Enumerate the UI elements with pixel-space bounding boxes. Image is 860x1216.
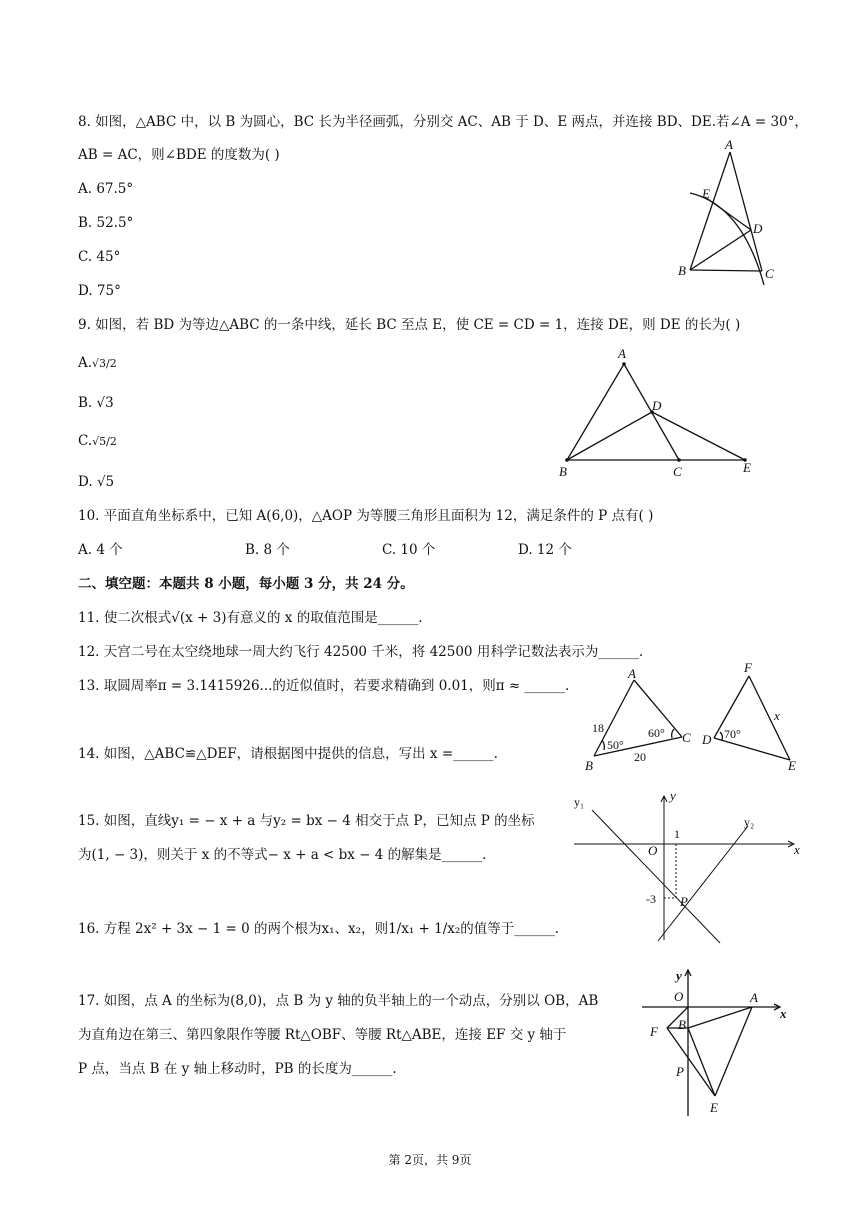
q14-side-x: x [774, 708, 780, 723]
q17-label-x: x [780, 1006, 787, 1021]
q9-label-b: B [559, 464, 567, 479]
q8-label-d: D [753, 221, 763, 236]
q8-line2: AB = AC，则∠BDE 的度数为( ) [78, 147, 280, 163]
q8-option-c: C. 45° [78, 249, 121, 265]
q9-option-c [78, 432, 117, 451]
q17-label-e: E [710, 1100, 718, 1115]
q12-text: 12. 天宫二号在太空绕地球一周大约飞行 42500 千米，将 42500 用科学记数法表示为______. [78, 644, 644, 660]
q15-label-neg3: -3 [646, 892, 656, 906]
q9-label-c: C [673, 464, 682, 479]
section-2-heading: 二、填空题：本题共 8 小题，每小题 3 分，共 24 分。 [78, 576, 414, 592]
q17-graph-figure [640, 966, 792, 1120]
q17-label-b: B [678, 1017, 686, 1032]
q17-line1: 17. 如图，点 A 的坐标为(8,0)，点 B 为 y 轴的负半轴上的一个动点，分别以 OB，AB [78, 993, 599, 1009]
q17-line2: 为直角边在第三、第四象限作等腰 Rt△OBF、等腰 Rt△ABE，连接 EF 交 y 轴于 [78, 1027, 567, 1043]
q14-text: 14. 如图，△ABC≌△DEF，请根据图中提供的信息，写出 x =______. [78, 746, 498, 762]
q14-angle-b: 50° [607, 738, 624, 752]
q10-option-b: B. 8 个 [245, 542, 290, 558]
q17-line3: P 点，当点 B 在 y 轴上移动时，PB 的长度为______. [78, 1061, 397, 1077]
q15-line1: 15. 如图，直线y₁ = − x + a 与y₂ = bx − 4 相交于点 P，已知点 P 的坐标 [78, 813, 535, 829]
q8-label-b: B [678, 263, 686, 278]
q15-label-p: P [680, 894, 688, 909]
q8-triangle-figure [672, 135, 784, 290]
q8-label-a: A [725, 137, 733, 152]
q17-label-a: A [750, 990, 758, 1005]
q9-option-a-label: A. [78, 355, 93, 371]
q9-triangle-figure [555, 342, 760, 482]
q14-side-ab: 18 [592, 721, 604, 735]
q9-option-d-label: D. [78, 474, 93, 490]
q15-label-o: O [648, 843, 658, 858]
q10-option-a: A. 4 个 [78, 542, 123, 558]
q9-option-a-value: √3/2 [92, 357, 117, 370]
q14-triangles-figure [582, 660, 812, 778]
q10-option-d: D. 12 个 [518, 542, 572, 558]
q8-label-c: C [765, 266, 774, 281]
q14-label-a: A [628, 666, 636, 681]
q15-label-y1: y₁ [574, 795, 585, 809]
q9-option-d [78, 473, 114, 491]
q13-text: 13. 取圆周率π = 3.1415926...的近似值时，若要求精确到 0.01，则π ≈ ______. [78, 678, 570, 694]
q15-line2: 为(1, − 3)，则关于 x 的不等式− x + a < bx − 4 的解集是______. [78, 847, 487, 863]
q17-label-p: P [676, 1064, 684, 1079]
q9-label-a: A [618, 346, 626, 361]
q14-label-c: C [682, 730, 691, 745]
q8-line1: 8. 如图，△ABC 中，以 B 为圆心，BC 长为半径画弧，分别交 AC、AB 于 D、E 两点，并连接 BD、DE.若∠A = 30°， [78, 114, 808, 130]
q14-label-d: D [702, 732, 712, 747]
q14-label-e: E [788, 758, 796, 773]
q8-option-b: B. 52.5° [78, 215, 134, 231]
q14-label-b: B [585, 758, 593, 773]
q8-option-a: A. 67.5° [78, 181, 134, 197]
q15-label-y: y [670, 788, 676, 803]
q9-option-c-label: C. [78, 433, 93, 449]
q9-option-b-label: B. [78, 395, 93, 411]
q15-label-1: 1 [674, 827, 680, 841]
q9-option-b-value: √3 [96, 395, 114, 411]
q9-label-e: E [743, 460, 751, 475]
q11-text: 11. 使二次根式√(x + 3)有意义的 x 的取值范围是______. [78, 610, 423, 626]
q9-option-d-value: √5 [96, 474, 115, 490]
q14-side-bc: 20 [634, 750, 646, 764]
q15-graph-figure [570, 788, 802, 948]
q9-option-a [78, 354, 117, 373]
q17-label-f: F [650, 1024, 658, 1039]
q15-label-x: x [794, 842, 800, 857]
q10-line1: 10. 平面直角坐标系中，已知 A(6,0)，△AOP 为等腰三角形且面积为 12，满足条件的 P 点有( ) [78, 508, 654, 524]
q10-option-c: C. 10 个 [382, 542, 436, 558]
q9-label-d: D [652, 398, 662, 413]
q9-option-c-value: √5/2 [92, 435, 117, 448]
q14-angle-d: 70° [724, 727, 741, 741]
q17-label-o: O [674, 989, 684, 1004]
q9-option-b [78, 394, 114, 412]
page-footer: 第 2页，共 9页 [388, 1153, 472, 1167]
q8-label-e: E [702, 186, 710, 201]
q14-label-f: F [744, 660, 752, 675]
q9-line1: 9. 如图，若 BD 为等边△ABC 的一条中线，延长 BC 至点 E，使 CE = CD = 1，连接 DE，则 DE 的长为( ) [78, 317, 741, 333]
q16-text: 16. 方程 2x² + 3x − 1 = 0 的两个根为x₁、x₂，则1/x₁ + 1/x₂的值等于______. [78, 921, 560, 937]
q15-label-y2: y₂ [744, 815, 755, 829]
q14-angle-c: 60° [648, 726, 665, 740]
q17-label-y: y [676, 968, 682, 983]
q8-option-d: D. 75° [78, 283, 121, 299]
